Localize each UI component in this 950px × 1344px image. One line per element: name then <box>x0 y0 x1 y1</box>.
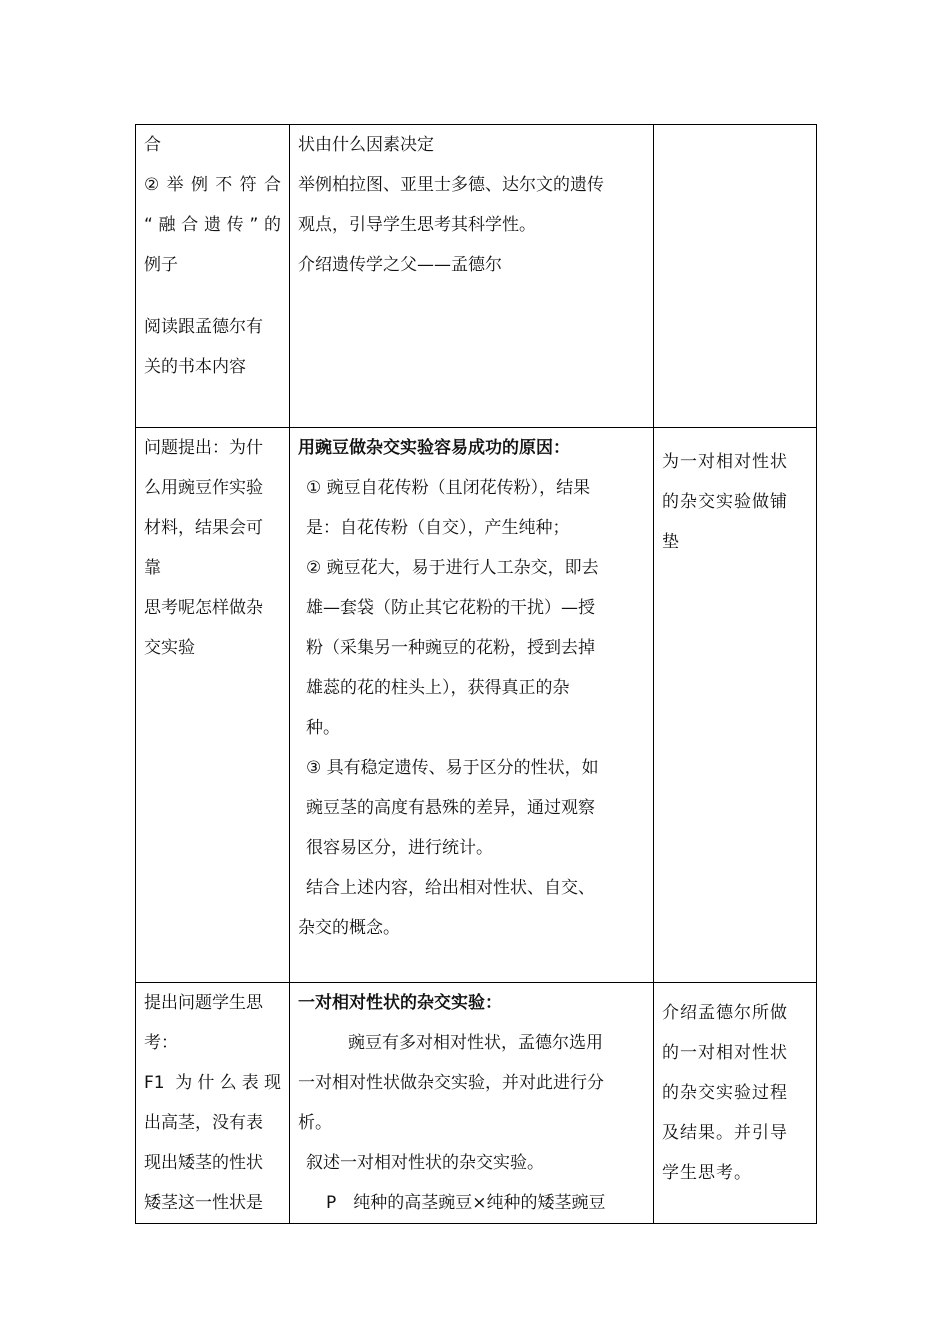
design-intent-cell <box>654 125 817 428</box>
cell-heading: 一对相对性状的杂交实验： <box>298 993 502 1013</box>
student-activity-cell <box>136 125 290 428</box>
cell-line: 粉（采集另一种豌豆的花粉，授到去掉 <box>306 638 595 658</box>
teacher-activity-cell <box>290 983 654 1224</box>
cell-line: 举例柏拉图、亚里士多德、达尔文的遗传 <box>298 175 604 195</box>
cell-line: 叙述一对相对性状的杂交实验。 <box>306 1153 544 1173</box>
cell-line: 豌豆有多对相对性状，孟德尔选用 <box>348 1033 603 1053</box>
student-activity-cell <box>136 983 290 1224</box>
cell-line: 合 <box>144 135 161 155</box>
cell-line: 杂交的概念。 <box>298 918 400 938</box>
cell-line: 思考呢怎样做杂 <box>144 598 263 618</box>
cell-line: 结合上述内容，给出相对性状、自交、 <box>306 878 595 898</box>
spacer <box>144 285 281 307</box>
design-intent-cell <box>654 983 817 1224</box>
cell-line: 例子 <box>144 255 178 275</box>
cell-line: 交实验 <box>144 638 195 658</box>
cell-line: 介绍遗传学之父——孟德尔 <box>298 255 502 275</box>
cell-line: 介绍孟德尔所做 <box>662 1003 788 1023</box>
cell-line: 雄蕊的花的柱头上），获得真正的杂 <box>306 678 570 698</box>
cell-line: F1 为什么表现 <box>144 1073 281 1093</box>
cell-line: 现出矮茎的性状 <box>144 1153 263 1173</box>
cell-line: 的杂交实验做铺 <box>662 492 788 512</box>
teacher-activity-cell <box>290 125 654 428</box>
cell-line: 雄—套袋（防止其它花粉的干扰）—授 <box>306 598 595 618</box>
cell-line: 观点，引导学生思考其科学性。 <box>298 215 536 235</box>
cell-line: 矮茎这一性状是 <box>144 1193 263 1213</box>
lesson-plan-table <box>135 124 817 1224</box>
cell-line: 的杂交实验过程 <box>662 1083 788 1103</box>
cell-line: 材料，结果会可 <box>144 518 263 538</box>
design-intent-cell <box>654 428 817 983</box>
cell-line: 么用豌豆作实验 <box>144 478 263 498</box>
cell-line: 出高茎，没有表 <box>144 1113 263 1133</box>
cell-line: ② 豌豆花大，易于进行人工杂交，即去 <box>306 558 599 578</box>
cell-line: 考： <box>144 1033 178 1053</box>
cell-line: 状由什么因素决定 <box>298 135 434 155</box>
cell-line: 问题提出：为什 <box>144 438 263 458</box>
cell-line: 学生思考。 <box>662 1163 752 1183</box>
table-row <box>136 428 817 983</box>
cell-line: 一对相对性状做杂交实验，并对此进行分 <box>298 1073 604 1093</box>
cell-line: ②举例不符合 <box>144 175 281 195</box>
cell-line: 靠 <box>144 558 161 578</box>
cell-line: 很容易区分，进行统计。 <box>306 838 493 858</box>
cell-line: 阅读跟孟德尔有 <box>144 317 263 337</box>
teacher-activity-cell <box>290 428 654 983</box>
cell-heading: 用豌豆做杂交实验容易成功的原因： <box>298 438 570 458</box>
table-row <box>136 983 817 1224</box>
cell-line: 为一对相对性状 <box>662 452 788 472</box>
cell-line: ③ 具有稳定遗传、易于区分的性状，如 <box>306 758 599 778</box>
cell-line: 垫 <box>662 532 680 552</box>
cell-line: 及结果。并引导 <box>662 1123 788 1143</box>
cell-line: 析。 <box>298 1113 332 1133</box>
cell-line: 提出问题学生思 <box>144 993 263 1013</box>
table-row <box>136 125 817 428</box>
student-activity-cell <box>136 428 290 983</box>
cell-line: P 纯种的高茎豌豆×纯种的矮茎豌豆 <box>326 1193 606 1213</box>
cell-line: 种。 <box>306 718 340 738</box>
cell-line: “融合遗传”的 <box>144 215 281 235</box>
cell-line: ① 豌豆自花传粉（且闭花传粉），结果 <box>306 478 591 498</box>
cell-line: 关的书本内容 <box>144 357 246 377</box>
cell-line: 是：自花传粉（自交），产生纯种； <box>306 518 570 538</box>
cell-line: 的一对相对性状 <box>662 1043 788 1063</box>
cell-line: 豌豆茎的高度有悬殊的差异，通过观察 <box>306 798 595 818</box>
